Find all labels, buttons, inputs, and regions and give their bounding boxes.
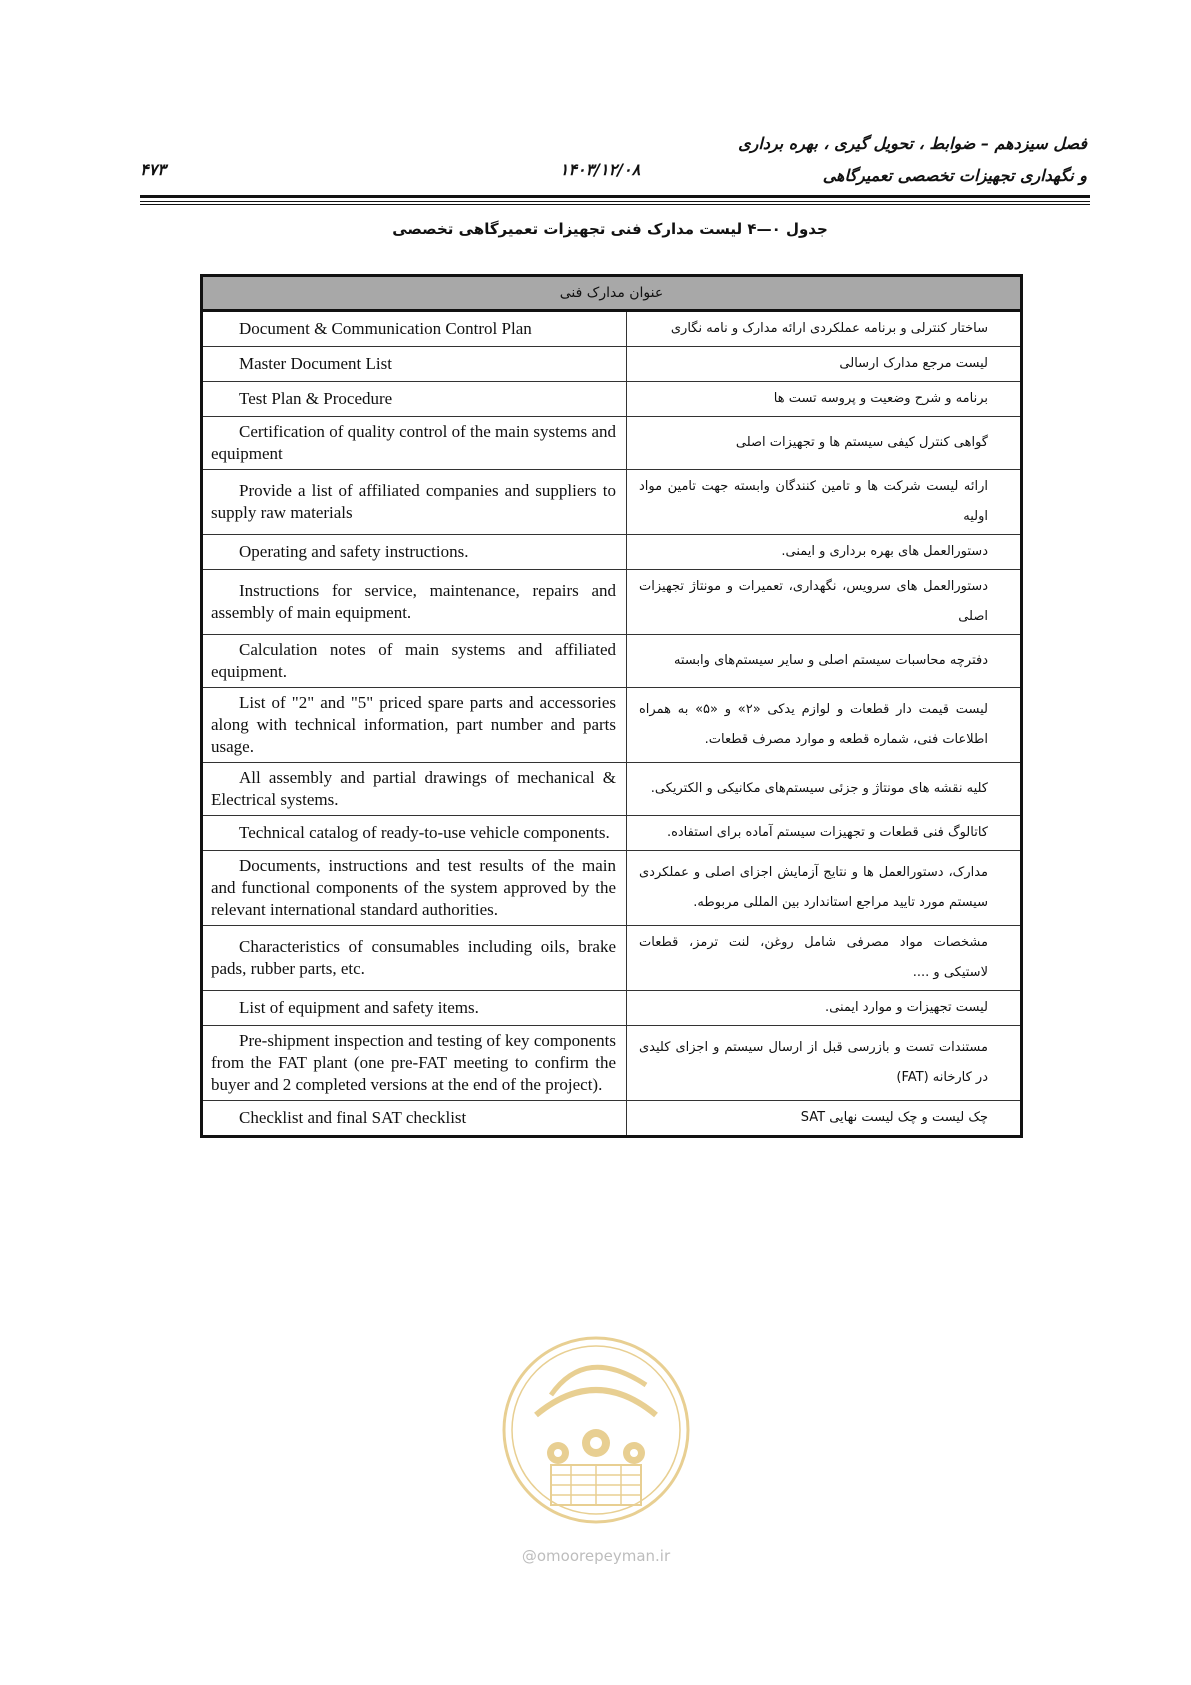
english-title-cell: Certification of quality control of the main systems and equipment	[202, 417, 627, 470]
persian-title-cell	[627, 570, 1022, 635]
table-row	[202, 816, 1022, 851]
english-title-cell: Documents, instructions and test results of the main and functional components of the system approved by the relevant international standard authorities.	[202, 851, 627, 926]
table-row	[202, 926, 1022, 991]
header-date: ۱۴۰۳/۱۲/۰۸	[559, 160, 641, 179]
header-rule-thin-2	[140, 204, 1090, 205]
english-title-cell: Technical catalog of ready-to-use vehicle components.	[202, 816, 627, 851]
persian-title-cell	[627, 311, 1022, 347]
persian-title-cell	[627, 851, 1022, 926]
table-body	[202, 311, 1022, 1137]
technical-documents-table	[200, 274, 1023, 1138]
english-title-cell: All assembly and partial drawings of mechanical & Electrical systems.	[202, 763, 627, 816]
persian-title-cell	[627, 347, 1022, 382]
persian-title-cell	[627, 535, 1022, 570]
english-title-cell: Pre-shipment inspection and testing of key components from the FAT plant (one pre-FAT meeting to confirm the buyer and 2 completed versions at the end of the project).	[202, 1026, 627, 1101]
english-title-cell: Instructions for service, maintenance, repairs and assembly of main equipment.	[202, 570, 627, 635]
persian-title-text: لیست تجهیزات و موارد ایمنی.	[825, 1000, 988, 1015]
table-row	[202, 347, 1022, 382]
table-header: عنوان مدارک فنی	[202, 276, 1022, 311]
table-caption: جدول ۰—۴ لیست مدارک فنی تجهیزات تعمیرگاهی تخصصی	[392, 220, 828, 238]
table-row	[202, 763, 1022, 816]
english-title-cell: Provide a list of affiliated companies and suppliers to supply raw materials	[202, 470, 627, 535]
table-row	[202, 688, 1022, 763]
table-row	[202, 470, 1022, 535]
persian-title-cell	[627, 417, 1022, 470]
english-title-cell: Characteristics of consumables including oils, brake pads, rubber parts, etc.	[202, 926, 627, 991]
header-rule-thick	[140, 195, 1090, 198]
persian-title-text: لیست قیمت دار قطعات و لوازم یدکی «۲» و «۵» به همراه اطلاعات فنی، شماره قطعه و موارد مصرف قطعات.	[639, 702, 988, 747]
header-rule-thin	[140, 201, 1090, 202]
persian-title-text: ارائه لیست شرکت ها و تامین کنندگان وابسته جهت تامین مواد اولیه	[639, 479, 988, 524]
table-row	[202, 851, 1022, 926]
persian-title-text: گواهی کنترل کیفی سیستم ها و تجهیزات اصلی	[735, 435, 988, 450]
table-row	[202, 991, 1022, 1026]
persian-title-text: ساختار کنترلی و برنامه عملکردی ارائه مدارک و نامه نگاری	[670, 321, 988, 336]
table-row	[202, 1101, 1022, 1137]
persian-title-text: مدارک، دستورالعمل ها و نتایج آزمایش اجزای اصلی و عملکردی سیستم مورد تایید مراجع استاندارد بین المللی مربوطه.	[639, 865, 988, 910]
english-title-cell: Calculation notes of main systems and affiliated equipment.	[202, 635, 627, 688]
english-title-cell: List of equipment and safety items.	[202, 991, 627, 1026]
table-row	[202, 417, 1022, 470]
persian-title-text: چک لیست و چک لیست نهایی SAT	[800, 1110, 988, 1125]
table-row	[202, 311, 1022, 347]
watermark-logo	[496, 1325, 696, 1535]
english-title-cell: Operating and safety instructions.	[202, 535, 627, 570]
table-row	[202, 382, 1022, 417]
english-title-cell: List of "2" and "5" priced spare parts and accessories along with technical information, part number and parts usage.	[202, 688, 627, 763]
persian-title-text: دفترچه محاسبات سیستم اصلی و سایر سیستم‌های وابسته	[673, 653, 988, 668]
persian-title-cell	[627, 688, 1022, 763]
page-number: ۴۷۳	[140, 160, 166, 179]
persian-title-text: مشخصات مواد مصرفی شامل روغن، لنت ترمز، قطعات لاستیکی و ....	[639, 935, 988, 980]
persian-title-cell	[627, 763, 1022, 816]
chapter-header	[607, 128, 1087, 192]
persian-title-cell	[627, 991, 1022, 1026]
persian-title-cell	[627, 816, 1022, 851]
table-header-row	[202, 276, 1022, 311]
english-title-cell: Checklist and final SAT checklist	[202, 1101, 627, 1137]
watermark-url: @omoorepeyman.ir	[521, 1547, 671, 1565]
persian-title-text: لیست مرجع مدارک ارسالی	[839, 356, 988, 371]
persian-title-cell	[627, 926, 1022, 991]
chapter-title-line2: و نگهداری تجهیزات تخصصی تعمیرگاهی	[822, 166, 1087, 185]
persian-title-text: دستورالعمل های بهره برداری و ایمنی.	[781, 544, 988, 559]
persian-title-cell	[627, 1101, 1022, 1137]
persian-title-text: دستورالعمل های سرویس، نگهداری، تعمیرات و مونتاژ تجهیزات اصلی	[639, 579, 988, 624]
english-title-cell: Master Document List	[202, 347, 627, 382]
persian-title-cell	[627, 470, 1022, 535]
persian-title-cell	[627, 382, 1022, 417]
table-row	[202, 1026, 1022, 1101]
english-title-cell: Document & Communication Control Plan	[202, 311, 627, 347]
persian-title-text: کلیه نقشه های مونتاژ و جزئی سیستم‌های مکانیکی و الکتریکی.	[650, 781, 988, 796]
chapter-title-line1: فصل سیزدهم – ضوابط ، تحویل گیری ، بهره برداری	[738, 134, 1087, 153]
table-row	[202, 570, 1022, 635]
persian-title-text: مستندات تست و بازرسی قبل از ارسال سیستم و اجزای کلیدی در کارخانه (FAT)	[639, 1040, 988, 1085]
english-title-cell: Test Plan & Procedure	[202, 382, 627, 417]
table-row	[202, 635, 1022, 688]
persian-title-cell	[627, 1026, 1022, 1101]
persian-title-text: کاتالوگ فنی قطعات و تجهیزات سیستم آماده برای استفاده.	[666, 825, 988, 840]
table-row	[202, 535, 1022, 570]
persian-title-text: برنامه و شرح وضعیت و پروسه تست ها	[773, 391, 988, 406]
persian-title-cell	[627, 635, 1022, 688]
